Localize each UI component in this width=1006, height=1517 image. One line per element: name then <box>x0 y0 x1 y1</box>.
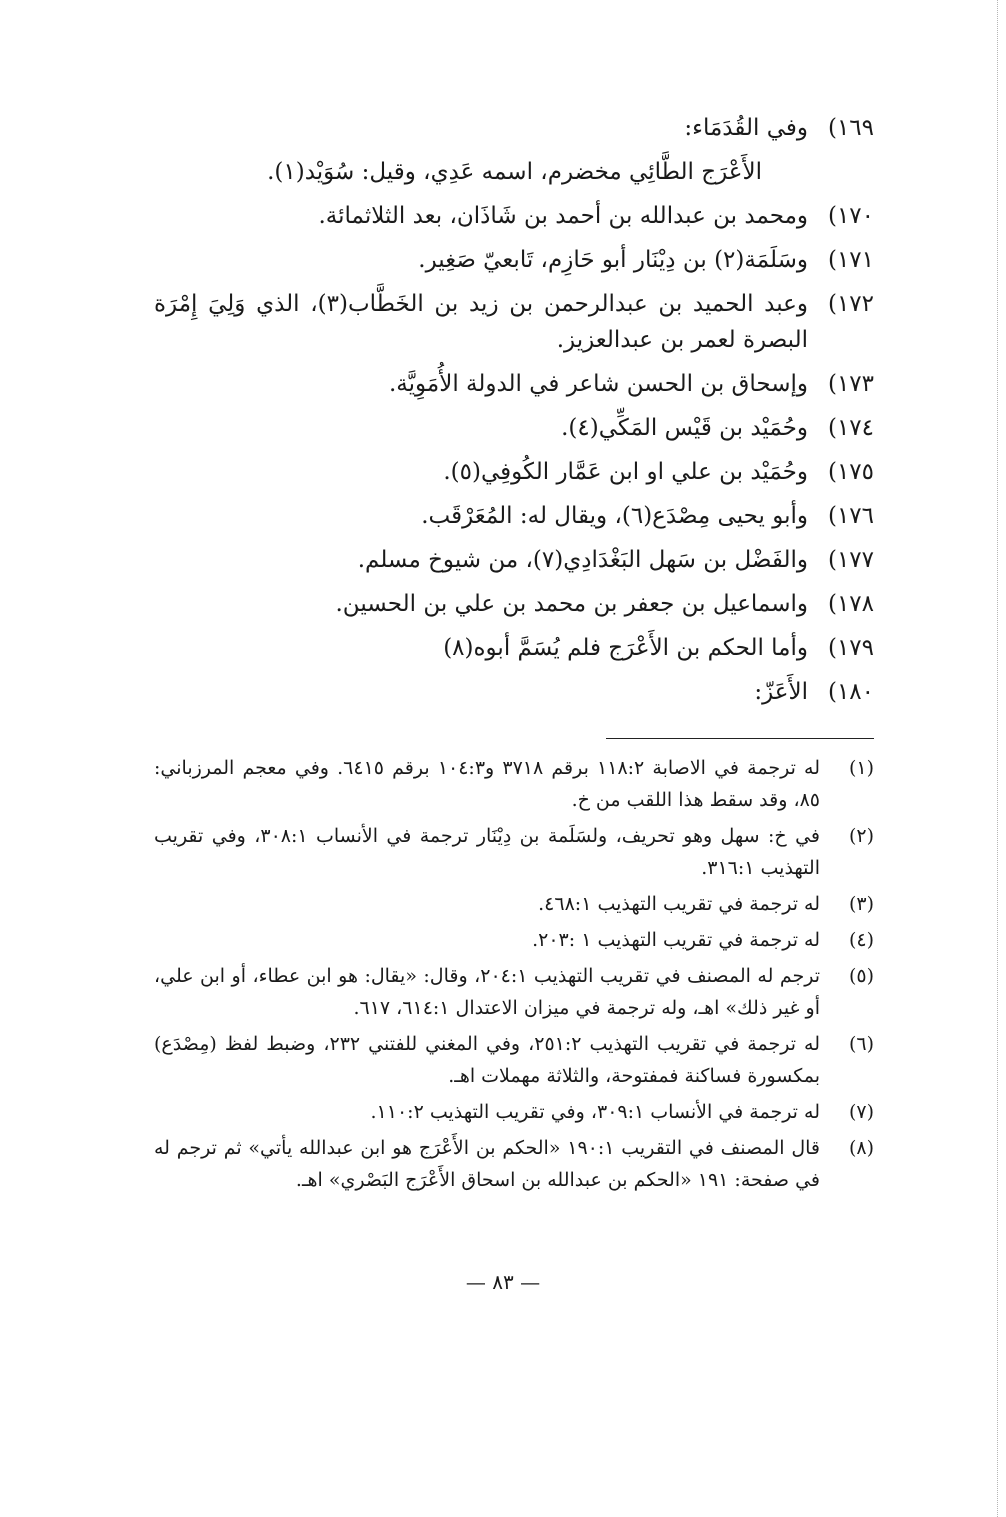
entry-text: وإسحاق بن الحسن شاعر في الدولة الأُمَوِيَّة. <box>388 371 808 397</box>
entry-number: ١٧٣) <box>827 371 874 397</box>
entry-number: ١٧٤) <box>827 415 874 441</box>
footnote-text: له ترجمة في تقريب التهذيب ٢٥١:٢، وفي المغني للفتني ٢٣٢، وضبط لفظ (مِصْدَع) <box>154 1033 820 1055</box>
footnote-6 <box>154 1028 874 1092</box>
entry-176 <box>154 498 874 534</box>
entry-text: وحُمَيْد بن علي او ابن عَمَّار الكُوفِي(٥). <box>443 459 808 485</box>
entry-text: وأما الحكم بن الأَعْرَج فلم يُسَمَّ أبوه(٨) <box>443 635 808 661</box>
entry-text: وسَلَمَة(٢) بن دِيْنَار أبو حَازِم، تَابعيّ صَغِير. <box>418 247 808 273</box>
footnote-number: (٣) <box>848 893 874 915</box>
entry-175 <box>154 454 874 490</box>
entry-number: ١٧٦) <box>827 503 874 529</box>
entry-173 <box>154 366 874 402</box>
entry-number: ١٧١) <box>827 247 874 273</box>
entry-text: وعبد الحميد بن عبدالرحمن بن زيد بن الخَطَّاب(٣)، الذي وَلِيَ إِمْرَة <box>154 291 808 317</box>
entry-169 <box>154 110 874 146</box>
entry-169-subline: الأَعْرَج الطَّائِي مخضرم، اسمه عَدِي، وقيل: سُوَيْد(١). <box>267 159 762 185</box>
footnote-2 <box>154 820 874 884</box>
entry-text: وأبو يحيى مِصْدَع(٦)، ويقال له: المُعَرْقَب. <box>421 503 808 529</box>
entry-text: الأَعَزّ: <box>754 679 808 705</box>
entry-number: ١٧٢) <box>827 291 874 317</box>
entry-number: ١٦٩) <box>827 115 874 141</box>
entry-172 <box>154 286 874 358</box>
entries-list <box>154 110 874 718</box>
footnote-text-continued: التهذيب ٣١٦:١. <box>701 857 820 879</box>
footnote-text-continued: أو غير ذلك» اهـ، وله ترجمة في ميزان الاعتدال ٦١٤:١، ٦١٧. <box>353 997 820 1019</box>
footnote-text: في خ: سهل وهو تحريف، ولسَلَمة بن دِيْنَار ترجمة في الأنساب ٣٠٨:١، وفي تقريب <box>154 825 820 847</box>
footnote-number: (٦) <box>848 1033 874 1055</box>
footnote-number: (٤) <box>848 929 874 951</box>
entry-170 <box>154 198 874 234</box>
entry-174 <box>154 410 874 446</box>
footnote-number: (٨) <box>848 1137 874 1159</box>
footnote-1 <box>154 752 874 816</box>
entry-number: ١٧٨) <box>827 591 874 617</box>
entry-text-continued: البصرة لعمر بن عبدالعزيز. <box>556 327 808 353</box>
footnote-text-continued: في صفحة: ١٩١ «الحكم بن عبدالله بن اسحاق الأَعْرَج البَصْري» اهـ. <box>295 1169 820 1191</box>
footnote-number: (٢) <box>848 825 874 847</box>
footnote-number: (١) <box>848 757 874 779</box>
entry-number: ١٧٥) <box>827 459 874 485</box>
entry-number: ١٧٩) <box>827 635 874 661</box>
entry-text: وحُمَيْد بن قَيْس المَكِّي(٤). <box>561 415 808 441</box>
footnote-separator <box>606 738 874 739</box>
footnote-number: (٥) <box>848 965 874 987</box>
footnote-text-continued: ٨٥، وقد سقط هذا اللقب من خ. <box>571 789 820 811</box>
footnote-text-continued: بمكسورة فساكنة فمفتوحة، والثلاثة مهملات اهـ. <box>448 1065 820 1087</box>
footnotes-list <box>154 752 874 1200</box>
footnote-text: له ترجمة في الأنساب ٣٠٩:١، وفي تقريب التهذيب ١١٠:٢. <box>370 1101 820 1123</box>
footnote-text: له ترجمة في تقريب التهذيب ٤٦٨:١. <box>538 893 820 915</box>
footnote-3 <box>154 888 874 920</box>
entry-number: ١٨٠) <box>827 679 874 705</box>
entry-text: والفَضْل بن سَهل البَغْدَادِي(٧)، من شيوخ مسلم. <box>357 547 808 573</box>
footnote-text: له ترجمة في تقريب التهذيب ١ :٢٠٣. <box>532 929 820 951</box>
entry-text: ومحمد بن عبدالله بن أحمد بن شَاذَان، بعد الثلاثمائة. <box>318 203 808 229</box>
footnote-text: له ترجمة في الاصابة ١١٨:٢ برقم ٣٧١٨ و١٠٤:٣ برقم ٦٤١٥. وفي معجم المرزباني: <box>154 757 820 779</box>
entry-number: ١٧٧) <box>827 547 874 573</box>
footnote-text: ترجم له المصنف في تقريب التهذيب ٢٠٤:١، وقال: «يقال: هو ابن عطاء، أو ابن علي، <box>154 965 820 987</box>
entry-number: ١٧٠) <box>827 203 874 229</box>
entry-177 <box>154 542 874 578</box>
entry-178 <box>154 586 874 622</box>
entry-171 <box>154 242 874 278</box>
footnote-7 <box>154 1096 874 1128</box>
entry-179 <box>154 630 874 666</box>
footnote-4 <box>154 924 874 956</box>
entry-text: واسماعيل بن جعفر بن محمد بن علي بن الحسين. <box>335 591 808 617</box>
footnote-8 <box>154 1132 874 1196</box>
entry-text: وفي القُدَمَاء: <box>684 115 808 141</box>
footnote-text: قال المصنف في التقريب ١٩٠:١ «الحكم بن الأَعْرَج هو ابن عبدالله يأتي» ثم ترجم له <box>154 1137 820 1159</box>
page-number: — ٨٣ — <box>465 1270 541 1294</box>
footnote-number: (٧) <box>848 1101 874 1123</box>
footnote-5 <box>154 960 874 1024</box>
entry-180 <box>154 674 874 710</box>
